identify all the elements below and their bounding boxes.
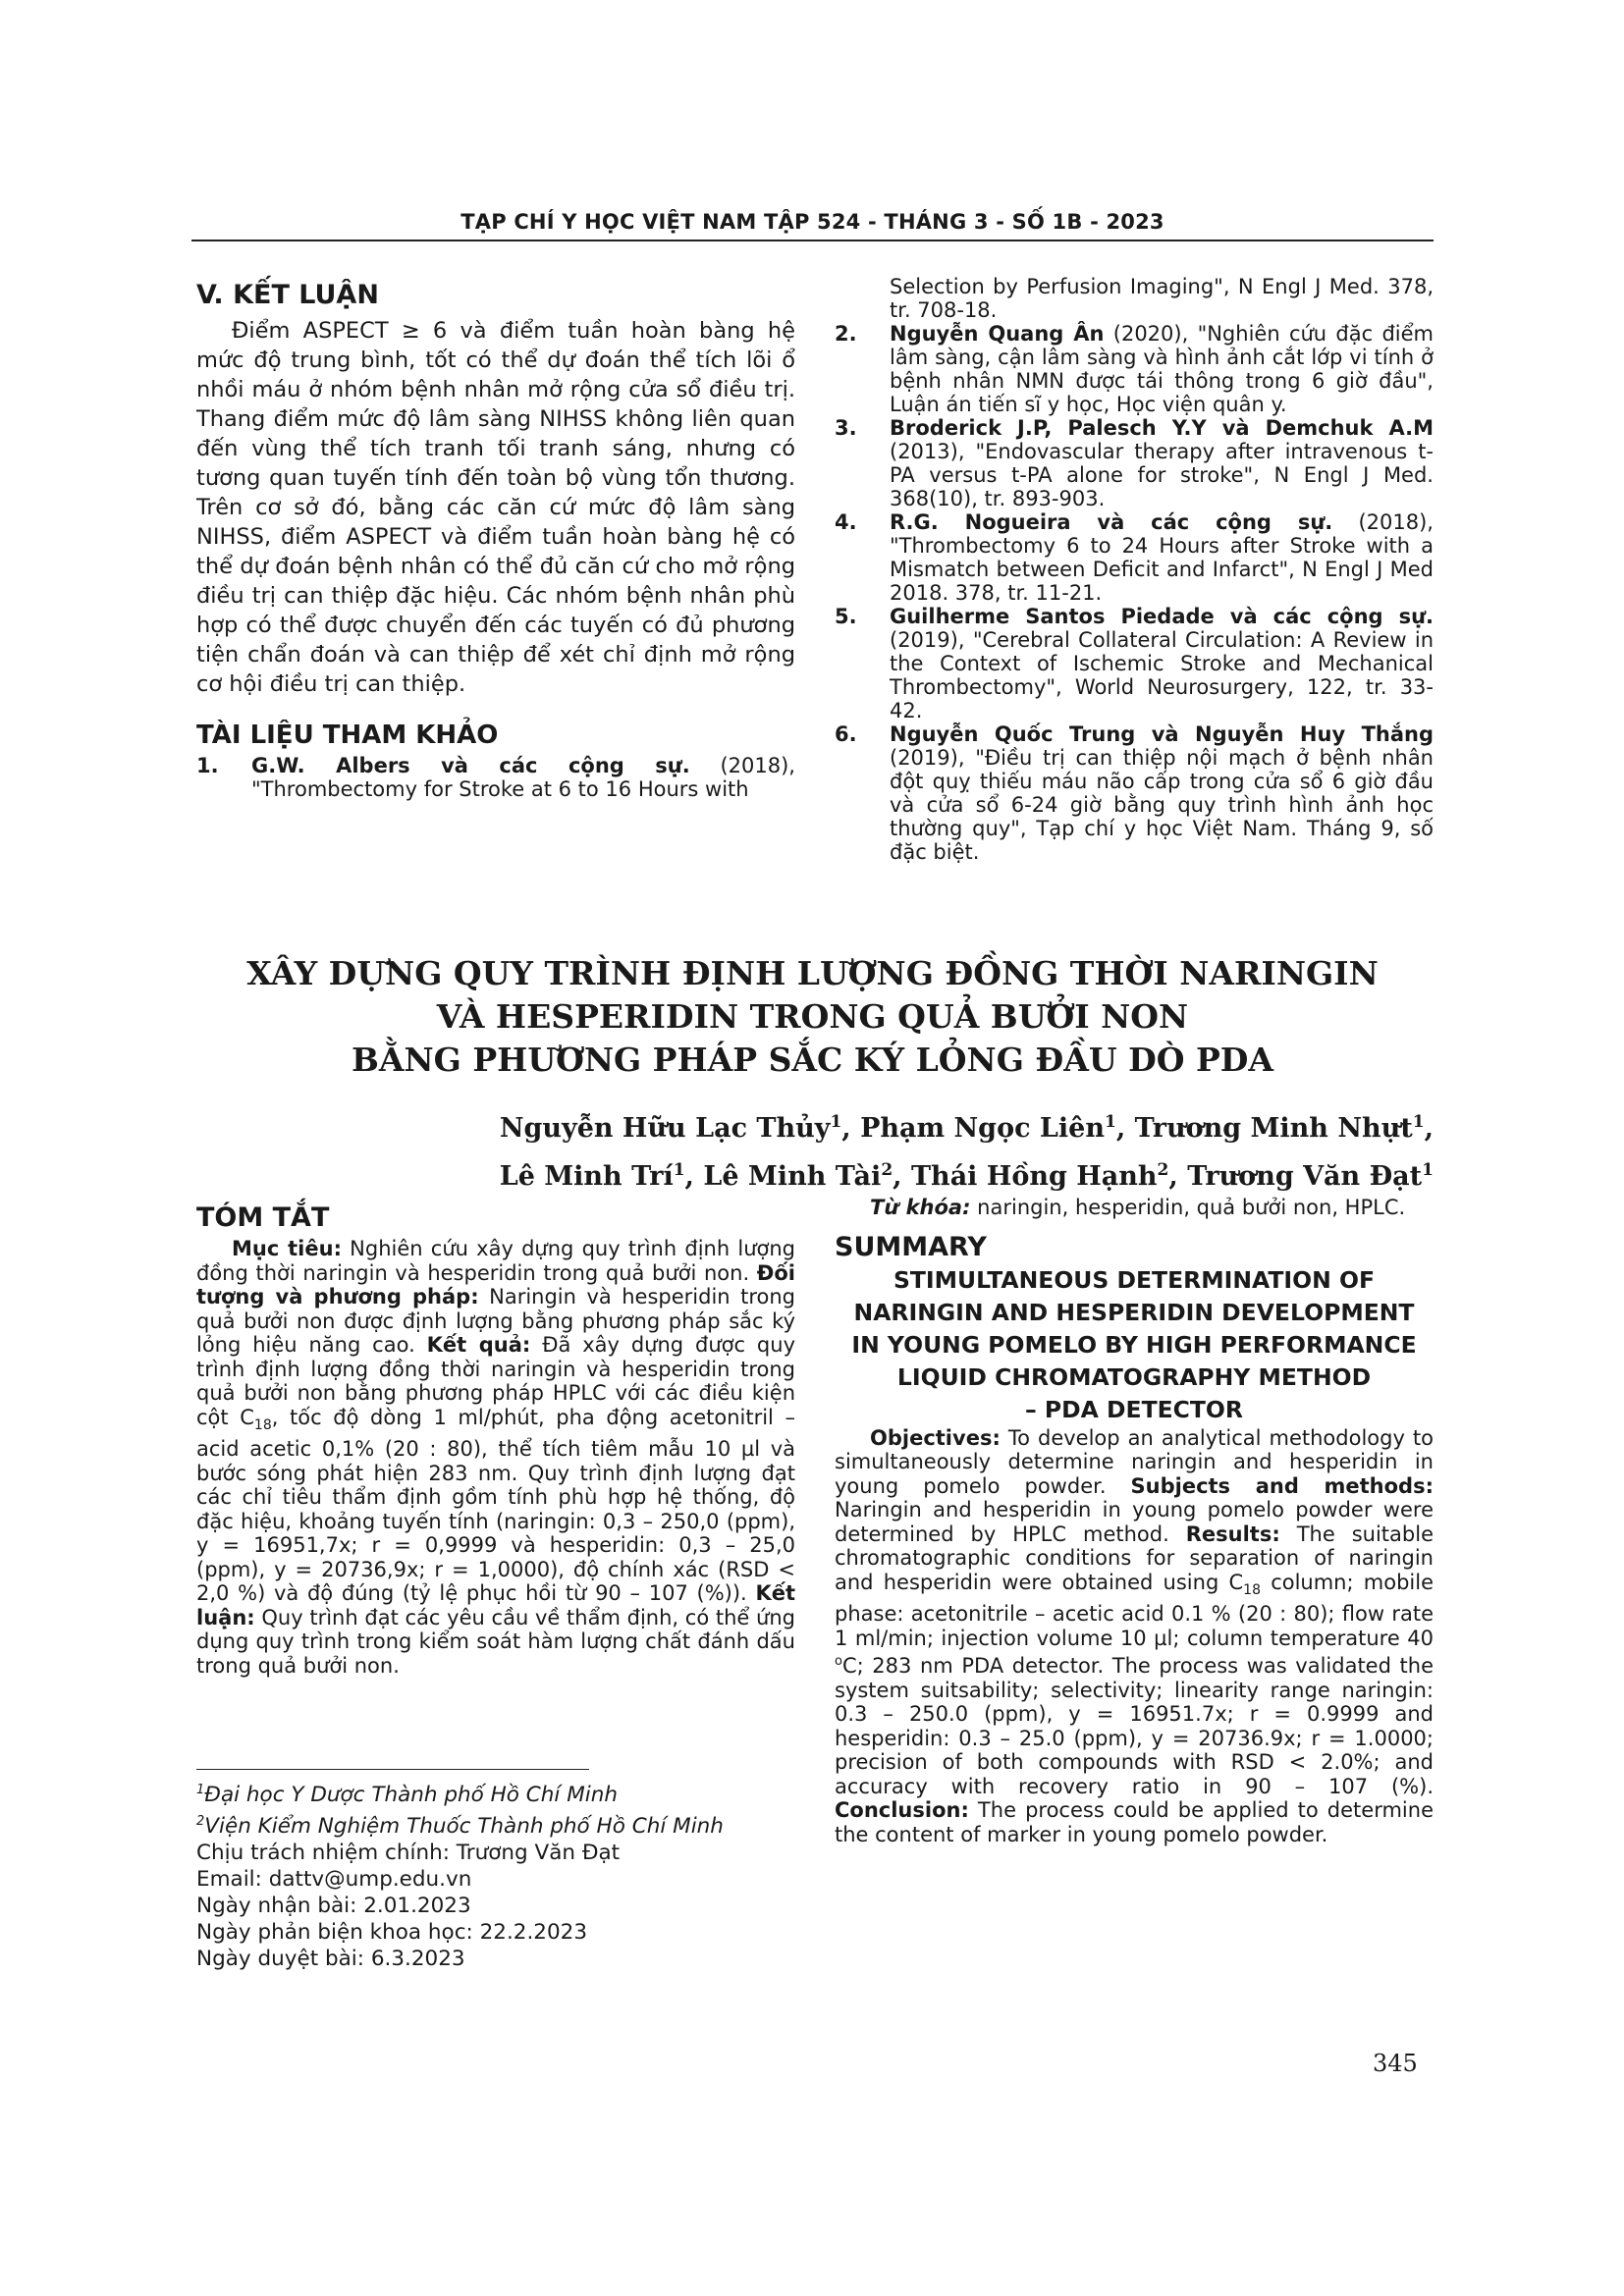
- reference-author: Guilherme Santos Piedade và các cộng sự.: [890, 605, 1434, 628]
- author-name: Trương Minh Nhựt: [1134, 1113, 1413, 1144]
- reference-text: (2018), "Thrombectomy for Stroke at 6 to 16 Hours with: [251, 754, 795, 801]
- summary-title-line: LIQUID CHROMATOGRAPHY METHOD: [896, 1362, 1372, 1391]
- email: Email: dattv@ump.edu.vn: [196, 1867, 472, 1893]
- author-name: Lê Minh Tài: [703, 1161, 882, 1192]
- reference-author: G.W. Albers và các cộng sự.: [251, 754, 690, 777]
- article-title-line: VÀ HESPERIDIN TRONG QUẢ BƯỞI NON: [436, 997, 1189, 1036]
- article-title: [191, 952, 1434, 1082]
- summary-heading: SUMMARY: [835, 1231, 987, 1262]
- author-name: Nguyễn Hữu Lạc Thủy: [499, 1113, 831, 1144]
- conclusion-heading: V. KẾT LUẬN: [196, 280, 379, 310]
- page-number: 345: [1373, 2050, 1418, 2077]
- reference-item: [835, 275, 1434, 322]
- author-affiliation: 2: [1157, 1160, 1169, 1180]
- journal-header: TẠP CHÍ Y HỌC VIỆT NAM TẬP 524 - THÁNG 3 - SỐ 1B - 2023: [460, 210, 1164, 234]
- reference-item: [835, 510, 1434, 605]
- author-affiliation: 1: [673, 1160, 685, 1180]
- reference-item: [835, 322, 1434, 416]
- reference-text: (2013), "Endovascular therapy after intravenous t-PA versus t-PA alone for stroke", N Engl J Med. 368(10), tr. 893-903.: [890, 440, 1434, 510]
- reference-author: R.G. Nogueira và các cộng sự.: [890, 510, 1333, 534]
- objectives-label: Objectives:: [870, 1425, 1001, 1450]
- reference-item: [835, 722, 1434, 864]
- review-date: Ngày phản biện khoa học: 22.2.2023: [196, 1920, 588, 1946]
- reference-number: 1.: [196, 754, 219, 777]
- summary-title-line: NARINGIN AND HESPERIDIN DEVELOPMENT: [853, 1298, 1415, 1326]
- keywords: Từ khóa: naringin, hesperidin, quả bưởi non, HPLC.: [870, 1196, 1406, 1219]
- reference-text: (2019), "Điều trị can thiệp nội mạch ở bệnh nhân đột quỵ thiếu máu não cấp trong cửa sổ 6 giờ đầu và cửa sổ 6-24 giờ bằng quy trình hình ảnh học thường quy", Tạp chí y học Việt Nam. Tháng 9, số đặc biệt.: [890, 746, 1434, 864]
- objective-label: Mục tiêu:: [232, 1237, 342, 1260]
- reference-author: Nguyễn Quang Ân: [890, 322, 1105, 346]
- reference-number: 3.: [835, 416, 857, 440]
- conclusion-section: [196, 280, 795, 801]
- reference-text: Selection by Perfusion Imaging", N Engl J Med. 378, tr. 708-18.: [890, 275, 1434, 322]
- reference-item: [835, 416, 1434, 510]
- author-name: Phạm Ngọc Liên: [860, 1113, 1105, 1144]
- summary-body: Objectives: To develop an analytical methodology to simultaneously determine naringin and hesperidin in young pomelo powder. Subjects and methods: Naringin and hesperidin in young pomelo powder were determined by HPLC method. Results: The suitable chromatographic conditions for separation of naringin and hesperidin were obtained using $C_{18}$ column; mobile phase: acetonitrile – acetic acid 0.1 % (20 : 80); flow rate 1 ml/min; injection volume 10 µl; column temperature 40 $^o$C; 283 nm PDA detector. The process was validated the system suitsability; selectivity; linearity range naringin: 0.3 – 250.0 (ppm), y = 16951.7x; r = 0.9999 and hesperidin: 0.3 – 25.0 (ppm), y = 20736.9x; r = 1.0000; precision of both compounds with RSD < 2.0%; and accuracy with recovery ratio in 90 – 107 (%). Conclusion: The process could be applied to determine the content of marker in young pomelo powder.: [835, 1425, 1434, 1846]
- abstract-vietnamese: [196, 1202, 795, 1678]
- conclusion-label: Kết luận:: [196, 1581, 795, 1629]
- reference-text: (2020), "Nghiên cứu đặc điểm lâm sàng, cận lâm sàng và hình ảnh cắt lớp vi tính ở bệnh nhân NMN được tái thông trong 6 giờ đầu", Luận án tiến sĩ y học, Học viện quân y.: [890, 322, 1434, 416]
- author-affiliation: 1: [830, 1112, 842, 1132]
- received-date: Ngày nhận bài: 2.01.2023: [196, 1894, 471, 1919]
- footnote-rule: [196, 1769, 589, 1770]
- subjects-methods-label: Subjects and methods:: [1130, 1473, 1434, 1498]
- responsible-author: Chịu trách nhiệm chính: Trương Văn Đạt: [196, 1841, 621, 1866]
- conclusion-label: Conclusion:: [835, 1798, 969, 1823]
- reference-author: Broderick J.P, Palesch Y.Y và Demchuk A.M: [890, 416, 1434, 440]
- reference-item: [835, 605, 1434, 722]
- reference-number: 4.: [835, 510, 857, 534]
- author-name: Thái Hồng Hạnh: [910, 1161, 1158, 1192]
- reference-number: 6.: [835, 722, 857, 746]
- results-label: Results:: [1185, 1522, 1280, 1546]
- conclusion-text: Điểm ASPECT ≥ 6 và điểm tuần hoàn bàng hệ mức độ trung bình, tốt có thể dự đoán thể tích lõi ổ nhồi máu ở nhóm bệnh nhân mở rộng cửa sổ điều trị. Thang điểm mức độ lâm sàng NIHSS không liên quan đến vùng thể tích tranh tối tranh sáng, nhưng có tương quan tuyến tính đến toàn bộ vùng tổn thương. Trên cơ sở đó, bằng các căn cứ mức độ lâm sàng NIHSS, điểm ASPECT và điểm tuần hoàn bàng hệ có thể dự đoán bệnh nhân có thể đủ căn cứ cho mở rộng điều trị can thiệp đặc hiệu. Các nhóm bệnh nhân phù hợp có thể được chuyển đến các tuyến có đủ phương tiện chẩn đoán và can thiệp để xét chỉ định mở rộng cơ hội điều trị can thiệp.: [196, 318, 795, 697]
- footnotes: [196, 1777, 805, 1972]
- author-affiliation: 1: [1412, 1112, 1425, 1132]
- keywords-label: Từ khóa:: [870, 1196, 971, 1219]
- article-title-line: XÂY DỰNG QUY TRÌNH ĐỊNH LƯỢNG ĐỒNG THỜI NARINGIN: [246, 954, 1379, 992]
- author-name: Trương Văn Đạt: [1187, 1161, 1423, 1192]
- affiliation-1: $^1$Đại học Y Dược Thành phố Hồ Chí Minh: [196, 1783, 618, 1808]
- article-title-line: BẰNG PHƯƠNG PHÁP SẮC KÝ LỎNG ĐẦU DÒ PDA: [351, 1041, 1273, 1079]
- references-continued: [835, 275, 1434, 864]
- accepted-date: Ngày duyệt bài: 6.3.2023: [196, 1947, 465, 1972]
- author-affiliation: 1: [1422, 1160, 1434, 1180]
- summary-title-line: STIMULTANEOUS DETERMINATION OF: [893, 1265, 1376, 1294]
- reference-author: Nguyễn Quốc Trung và Nguyễn Huy Thắng: [890, 722, 1434, 746]
- reference-number: 2.: [835, 322, 857, 346]
- header-rule: [191, 240, 1434, 241]
- methods-label: Đối tượng và phương pháp:: [196, 1260, 795, 1308]
- abstract-body: Mục tiêu: Nghiên cứu xây dựng quy trình định lượng đồng thời naringin và hesperidin trong quả bưởi non. Đối tượng và phương pháp: Naringin và hesperidin trong quả bưởi non được định lượng bằng phương pháp sắc ký lỏng hiệu năng cao. Kết quả: Đã xây dựng được quy trình định lượng đồng thời naringin và hesperidin trong quả bưởi non bằng phương pháp HPLC với các điều kiện cột $C_{18}$, tốc độ dòng 1 ml/phút, pha động acetonitril – acid acetic 0,1% (20 : 80), thể tích tiêm mẫu 10 µl và bước sóng phát hiện 283 nm. Quy trình định lượng đạt các chỉ tiêu thẩm định gồm tính phù hợp hệ thống, độ đặc hiệu, khoảng tuyến tính (naringin: 0,3 – 250,0 (ppm), y = 16951,7x; r = 0,9999 và hesperidin: 0,3 – 25,0 (ppm), y = 20736,9x; r = 1,0000), độ chính xác (RSD < 2,0 %) và độ đúng (tỷ lệ phục hồi từ 90 – 107 (%)). Kết luận: Quy trình đạt các yêu cầu về thẩm định, có thể ứng dụng quy trình trong kiểm soát hàm lượng chất đánh dấu trong quả bưởi non.: [196, 1237, 796, 1678]
- author-affiliation: 2: [881, 1160, 893, 1180]
- reference-text: (2019), "Cerebral Collateral Circulation: A Review in the Context of Ischemic Stroke and Mechanical Thrombectomy", World Neurosurgery, 122, tr. 33-42.: [890, 628, 1434, 722]
- author-name: Lê Minh Trí: [499, 1161, 674, 1192]
- affiliation-2: $^2$Viện Kiểm Nghiệm Thuốc Thành phố Hồ Chí Minh: [196, 1814, 724, 1840]
- author-affiliation: 1: [1104, 1112, 1116, 1132]
- reference-item: [196, 754, 795, 801]
- results-label: Kết quả:: [426, 1333, 531, 1357]
- reference-number: 5.: [835, 605, 857, 628]
- references-heading: TÀI LIỆU THAM KHẢO: [196, 721, 499, 750]
- summary-title-line: – PDA DETECTOR: [1024, 1395, 1244, 1423]
- summary-english: [835, 1196, 1434, 1846]
- reference-text: (2018), "Thrombectomy 6 to 24 Hours after Stroke with a Mismatch between Deficit and Infarct", N Engl J Med 2018. 378, tr. 11-21.: [890, 510, 1434, 605]
- summary-title-line: IN YOUNG POMELO BY HIGH PERFORMANCE: [851, 1330, 1417, 1359]
- abstract-heading: TÓM TẮT: [196, 1202, 330, 1233]
- summary-title: [835, 1264, 1434, 1426]
- author-list: Nguyễn Hữu Lạc Thủy$^1$, Phạm Ngọc Liên$^1$, Trương Minh Nhựt$^1$, Lê Minh Trí$^1$, Lê Minh Tài$^2$, Thái Hồng Hạnh$^2$, Trương Văn Đạt$^1$: [499, 1112, 1434, 1192]
